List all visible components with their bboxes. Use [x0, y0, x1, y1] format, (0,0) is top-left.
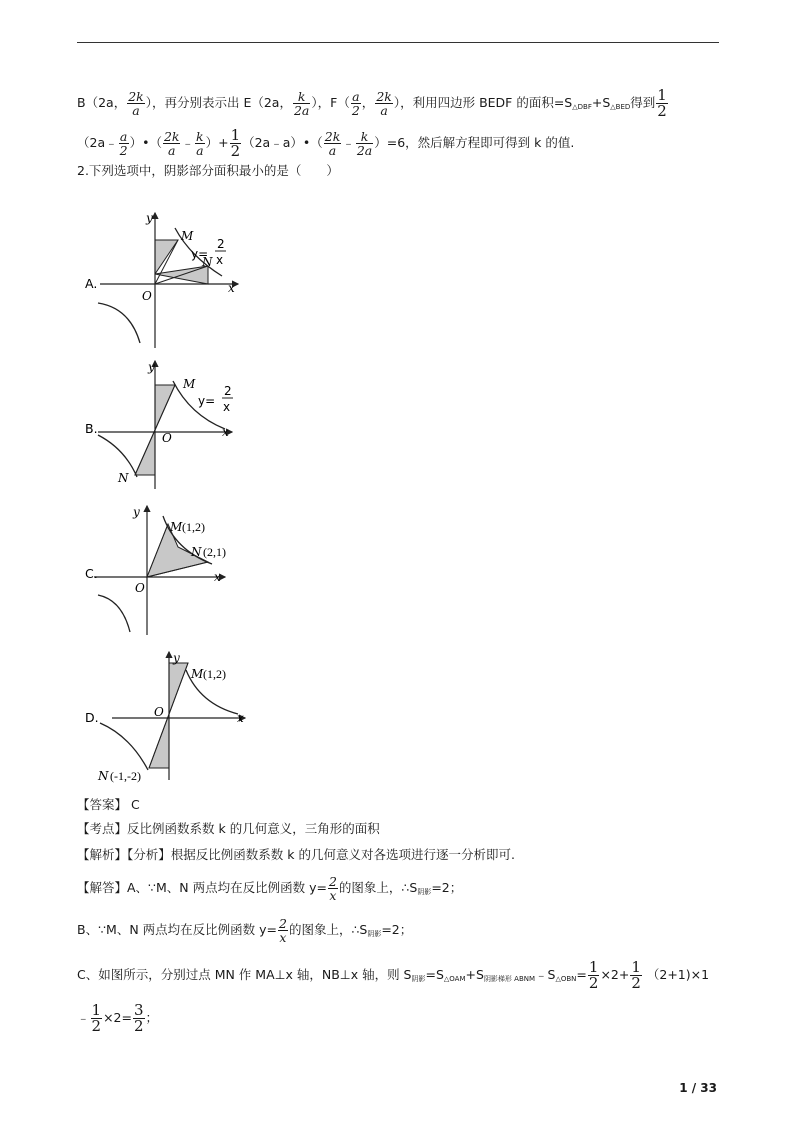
fraction — [278, 917, 288, 944]
jiexi-tag: 【解析】 — [77, 847, 128, 862]
text: （2a﹣ — [77, 135, 118, 150]
figure-option-d — [80, 648, 280, 793]
equation-numerator: 2 — [224, 384, 232, 398]
text: B（2a， — [77, 95, 127, 110]
text: ； — [145, 1010, 159, 1025]
jieda-line-b — [77, 917, 412, 944]
subscript: 阴影 — [417, 888, 432, 896]
denominator: 2 — [657, 102, 667, 120]
point-m-coord: (1,2) — [203, 667, 226, 681]
denominator: a — [196, 143, 204, 158]
equation-denominator: x — [223, 400, 231, 414]
origin-label: O — [162, 431, 172, 445]
numerator: 1 — [631, 958, 641, 976]
text: 得到 — [630, 95, 656, 110]
fraction — [328, 875, 338, 902]
option-label: D. — [85, 710, 99, 725]
text: B、∵M、N 两点均在反比例函数 y= — [77, 922, 277, 937]
denominator: x — [329, 888, 337, 903]
denominator: 2 — [230, 142, 241, 160]
subscript: 阴影 — [411, 975, 426, 983]
kaodian-text: 反比例函数系数 k 的几何意义，三角形的面积 — [127, 821, 380, 836]
figure-d-svg — [80, 648, 280, 793]
text: ），利用四边形 BEDF 的面积=S — [393, 95, 573, 110]
denominator: 2 — [351, 103, 360, 118]
text: =2； — [431, 880, 463, 895]
point-m-label: M — [181, 229, 194, 243]
axis-x-label: x — [214, 570, 221, 584]
figure-option-b — [80, 357, 280, 492]
text: ），再分别表示出 E（2a， — [145, 95, 292, 110]
jieda-line-a — [77, 875, 462, 902]
denominator: 2 — [91, 1017, 102, 1035]
equation-denominator: x — [216, 253, 224, 267]
text: ）•（ — [129, 135, 162, 150]
denominator: 2 — [133, 1017, 144, 1035]
fraction — [230, 128, 242, 159]
fraction — [630, 960, 642, 991]
denominator: a — [167, 143, 176, 158]
denominator: a — [132, 103, 140, 118]
numerator: 1 — [588, 958, 599, 976]
kaodian-line — [77, 819, 380, 839]
point-n-label: N — [98, 769, 109, 783]
fraction — [588, 960, 600, 991]
figure-b-svg — [80, 357, 280, 492]
text: C、如图所示，分别过点 MN 作 MA⊥x 轴，NB⊥x 轴，则 S — [77, 967, 412, 982]
origin-label: O — [135, 581, 145, 595]
text: +S — [591, 95, 611, 110]
axis-y-label: y — [133, 505, 140, 519]
text: ， — [361, 95, 375, 110]
figure-c-svg — [80, 502, 280, 637]
option-label: C. — [85, 566, 98, 581]
point-n-coord: (-1,-2) — [110, 769, 141, 783]
figure-a-svg — [80, 208, 280, 348]
text: ）+ — [205, 135, 229, 150]
numerator: 2 — [278, 916, 287, 931]
fraction — [656, 88, 668, 119]
text: =S — [425, 967, 444, 982]
numerator: a — [352, 89, 360, 104]
denominator: 2a — [293, 103, 310, 118]
fraction — [356, 130, 373, 157]
option-label: B. — [85, 421, 98, 436]
point-n-label: N — [118, 471, 129, 485]
denominator: 2a — [356, 143, 373, 158]
jieda-line-c2 — [77, 1003, 158, 1034]
subscript: △OAM — [443, 975, 466, 983]
denominator: x — [279, 930, 287, 945]
numerator: a — [119, 129, 128, 144]
denominator: 2 — [631, 974, 641, 992]
text: ×2= — [103, 1010, 132, 1025]
header-rule — [77, 42, 719, 43]
figure-option-a — [80, 208, 280, 348]
fraction — [133, 1003, 145, 1034]
fraction — [163, 130, 181, 157]
axis-x-label: x — [237, 711, 244, 725]
option-label: A. — [85, 276, 98, 291]
numerator: 2 — [328, 874, 337, 889]
point-m-coord: (1,2) — [182, 520, 205, 534]
numerator: k — [293, 90, 310, 104]
numerator: 2k — [163, 129, 180, 144]
text: =2； — [381, 922, 413, 937]
origin-label: O — [142, 289, 152, 303]
jiexi-text: 【分析】根据反比例函数系数 k 的几何意义对各选项进行逐一分析即可. — [127, 847, 515, 862]
fraction — [195, 130, 205, 157]
fraction — [127, 90, 145, 117]
equation-prefix: y= — [191, 247, 209, 261]
denominator: a — [380, 103, 388, 118]
text: （2a﹣a）•（ — [242, 135, 323, 150]
text: +S — [465, 967, 484, 982]
fraction — [91, 1003, 103, 1034]
origin-label: O — [154, 705, 164, 719]
numerator: 3 — [133, 1001, 144, 1019]
axis-x-label: x — [222, 425, 229, 439]
axis-y-label: y — [173, 651, 180, 665]
fraction — [293, 90, 310, 117]
solution-line-2 — [77, 128, 574, 159]
page-number: 1 / 33 — [679, 1081, 717, 1095]
numerator: 2k — [128, 89, 144, 104]
point-n-coord: (2,1) — [203, 545, 226, 559]
text: ﹣ — [342, 135, 355, 150]
numerator: 1 — [230, 126, 241, 144]
text: 【解答】A、∵M、N 两点均在反比例函数 y= — [77, 880, 327, 895]
kaodian-tag: 【考点】 — [77, 821, 128, 836]
figure-option-c — [80, 502, 280, 637]
fraction — [119, 130, 129, 157]
numerator: k — [196, 129, 204, 144]
text: 的图象上，∴S — [288, 922, 368, 937]
point-m-label: M — [183, 377, 196, 391]
denominator: 2 — [119, 143, 128, 158]
text: （2+1)×1 — [646, 967, 710, 982]
jiexi-line — [77, 845, 515, 865]
subscript: 阴影梯形 ABNM — [483, 975, 536, 983]
fraction — [351, 90, 361, 117]
numerator: 2k — [376, 89, 392, 104]
axis-x-label: x — [228, 281, 235, 295]
numerator: 1 — [91, 1001, 102, 1019]
question-text: 2.下列选项中，阴影部分面积最小的是（ ） — [77, 163, 339, 178]
axis-y-label: y — [146, 211, 153, 225]
answer-value: C — [131, 797, 140, 812]
numerator: k — [356, 130, 373, 144]
text: ﹣ — [77, 1010, 90, 1025]
point-m-label: M — [191, 667, 204, 681]
equation-numerator: 2 — [217, 237, 225, 251]
text: ）=6，然后解方程即可得到 k 的值. — [374, 135, 575, 150]
subscript: △DBF — [572, 103, 592, 111]
subscript: △OBN — [555, 975, 577, 983]
answer-line — [77, 795, 140, 815]
text: ×2+ — [600, 967, 630, 982]
text: ﹣S — [535, 967, 556, 982]
denominator: 2 — [588, 974, 599, 992]
subscript: △BED — [610, 103, 631, 111]
equation-prefix: y= — [198, 394, 216, 408]
text: = — [576, 967, 587, 982]
denominator: a — [328, 143, 337, 158]
axis-y-label: y — [148, 360, 155, 374]
text: ﹣ — [181, 135, 194, 150]
subscript: 阴影 — [367, 930, 382, 938]
numerator: 1 — [657, 86, 667, 104]
jieda-line-c1 — [77, 960, 709, 991]
point-n-label: N — [202, 255, 213, 269]
text: ），F（ — [311, 95, 350, 110]
fraction — [375, 90, 393, 117]
point-n-label: N — [191, 545, 202, 559]
numerator: 2k — [324, 129, 341, 144]
point-m-label: M — [170, 520, 183, 534]
fraction — [324, 130, 342, 157]
text: 的图象上，∴S — [338, 880, 418, 895]
solution-line-1 — [77, 88, 669, 119]
answer-tag: 【答案】 — [77, 797, 128, 812]
